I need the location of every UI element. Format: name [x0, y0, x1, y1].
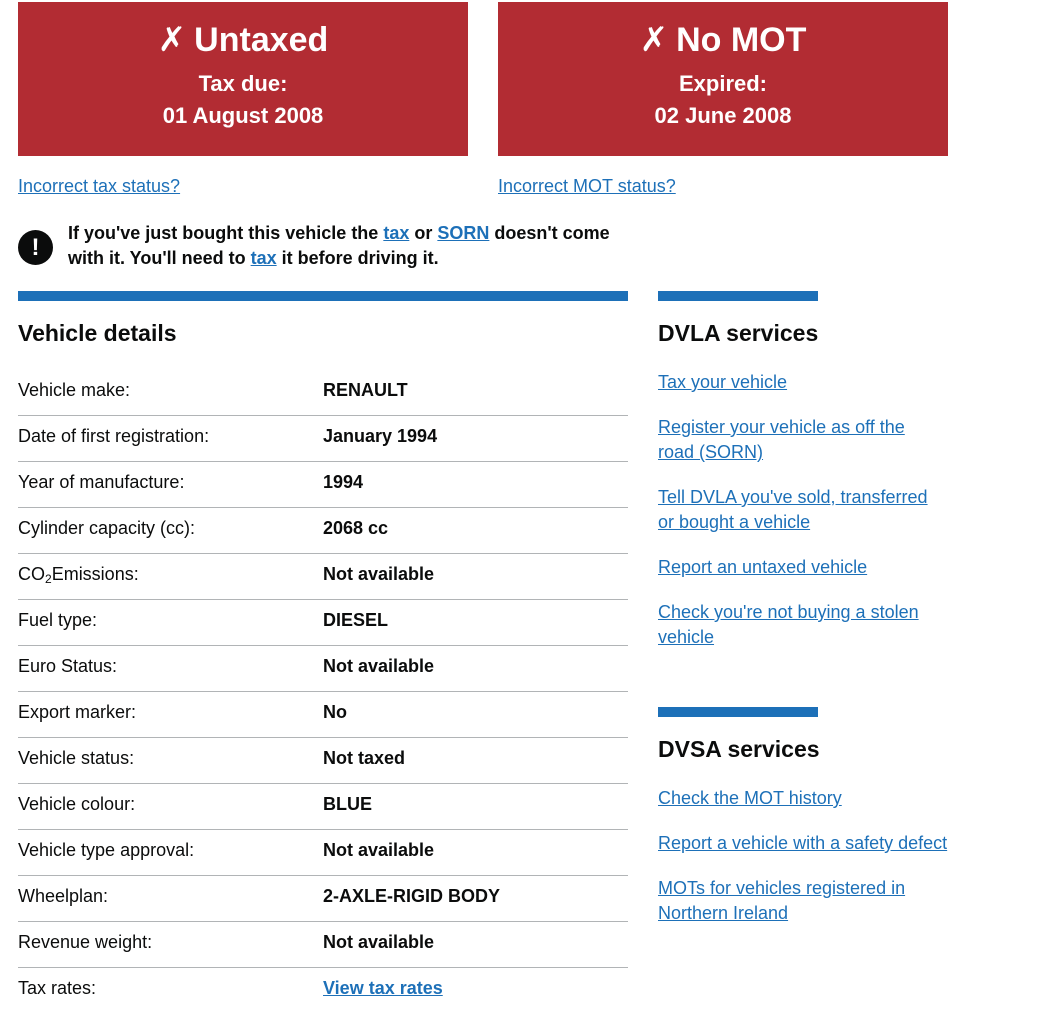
view-tax-rates-link[interactable]: View tax rates — [323, 978, 443, 998]
link-line: road (SORN) — [658, 442, 764, 462]
details-row — [18, 646, 628, 692]
link-line: or bought a vehicle — [658, 512, 811, 532]
warning-text — [68, 221, 618, 271]
vehicle-details-table — [18, 370, 628, 1014]
co2-subscript: 2 — [45, 572, 52, 586]
tax-status-heading — [18, 20, 468, 60]
row-value: Not available — [323, 656, 435, 676]
row-value: 2068 cc — [323, 518, 389, 538]
row-value: BLUE — [323, 794, 372, 814]
link-line: Check the MOT history — [658, 788, 842, 808]
row-value: 2-AXLE-RIGID BODY — [323, 886, 501, 906]
tax-due-label: Tax due: — [198, 71, 288, 96]
warning-icon: ! — [18, 230, 53, 265]
co2-text: CO — [18, 564, 45, 584]
row-value: 1994 — [323, 472, 364, 492]
row-label: Vehicle make: — [18, 380, 131, 400]
row-label: Vehicle type approval: — [18, 840, 195, 860]
details-row — [18, 922, 628, 968]
dvla-links — [658, 370, 1058, 670]
mot-expired-date: 02 June 2008 — [654, 103, 792, 128]
link-line: Register your vehicle as off the — [658, 417, 905, 437]
link-line: MOTs for vehicles registered in — [658, 878, 906, 898]
details-row — [18, 554, 628, 600]
tax-due-date: 01 August 2008 — [162, 103, 324, 128]
details-row — [18, 738, 628, 784]
tax-status-text: Untaxed — [194, 21, 329, 59]
row-label: Year of manufacture: — [18, 472, 185, 492]
tell-dvla-sold-link[interactable] — [658, 485, 1058, 535]
row-label: Export marker: — [18, 702, 137, 722]
row-label: Vehicle colour: — [18, 794, 136, 814]
details-row — [18, 462, 628, 508]
mot-status-text: No MOT — [676, 21, 807, 59]
check-stolen-link[interactable] — [658, 600, 1058, 650]
mot-expired-label: Expired: — [678, 71, 768, 96]
link-line: Report a vehicle with a safety defect — [658, 833, 948, 853]
dvla-services-title: DVLA services — [658, 320, 819, 346]
mot-history-link[interactable] — [658, 786, 1058, 811]
row-value: January 1994 — [323, 426, 438, 446]
dvla-services-section — [658, 291, 928, 681]
dvsa-links — [658, 786, 1058, 946]
report-defect-link[interactable] — [658, 831, 1058, 856]
details-row — [18, 784, 628, 830]
mot-status-heading — [498, 20, 948, 60]
register-sorn-link[interactable] — [658, 415, 1058, 465]
tax-status-panel — [18, 2, 468, 156]
row-label: Tax rates: — [18, 978, 97, 998]
link-line: Report an untaxed vehicle — [658, 557, 868, 577]
incorrect-mot-status-link[interactable]: Incorrect MOT status? — [498, 176, 676, 196]
row-value: Not available — [323, 932, 435, 952]
row-label: Revenue weight: — [18, 932, 153, 952]
details-row — [18, 830, 628, 876]
details-row — [18, 600, 628, 646]
warning-text-part: doesn't come with it. You'll need to — [68, 223, 610, 268]
co2-text: Emissions: — [51, 564, 139, 584]
incorrect-tax-status-link[interactable]: Incorrect tax status? — [18, 176, 181, 196]
row-label: Wheelplan: — [18, 886, 109, 906]
sorn-link[interactable]: SORN — [437, 223, 490, 243]
row-value: DIESEL — [323, 610, 389, 630]
warning-notice — [18, 221, 618, 271]
warning-text-part: If you've just bought this vehicle the — [68, 223, 384, 243]
link-line: Tell DVLA you've sold, transferred — [658, 487, 928, 507]
details-row — [18, 508, 628, 554]
dvsa-services-title: DVSA services — [658, 736, 820, 762]
mot-status-panel — [498, 2, 948, 156]
details-row — [18, 692, 628, 738]
cross-icon: ✗ — [157, 21, 187, 59]
row-value — [323, 978, 443, 999]
warning-text-part: it before driving it. — [276, 248, 439, 268]
dvsa-services-section — [658, 707, 948, 947]
row-label: Fuel type: — [18, 610, 98, 630]
row-value: Not taxed — [323, 748, 406, 768]
details-row — [18, 370, 628, 416]
vehicle-details-title: Vehicle details — [18, 320, 177, 346]
tax-vehicle-link[interactable] — [658, 370, 1058, 395]
warning-text-part: or — [409, 223, 438, 243]
row-value: No — [323, 702, 347, 722]
vehicle-details-section — [18, 291, 628, 998]
link-line: Tax your vehicle — [658, 372, 788, 392]
link-line: Northern Ireland — [658, 903, 789, 923]
row-label: Date of first registration: — [18, 426, 210, 446]
report-untaxed-link[interactable] — [658, 555, 1058, 580]
row-value: RENAULT — [323, 380, 408, 400]
link-line: vehicle — [658, 627, 715, 647]
details-row — [18, 876, 628, 922]
row-label-co2 — [18, 564, 139, 586]
mots-northern-ireland-link[interactable] — [658, 876, 1058, 926]
row-value: Not available — [323, 564, 435, 584]
cross-icon: ✗ — [639, 21, 669, 59]
row-value: Not available — [323, 840, 435, 860]
link-line: Check you're not buying a stolen — [658, 602, 919, 622]
row-label: Cylinder capacity (cc): — [18, 518, 196, 538]
row-label: Euro Status: — [18, 656, 118, 676]
tax-link[interactable]: tax — [250, 248, 277, 268]
details-row — [18, 968, 628, 1014]
details-row — [18, 416, 628, 462]
tax-link[interactable]: tax — [383, 223, 410, 243]
row-label: Vehicle status: — [18, 748, 135, 768]
